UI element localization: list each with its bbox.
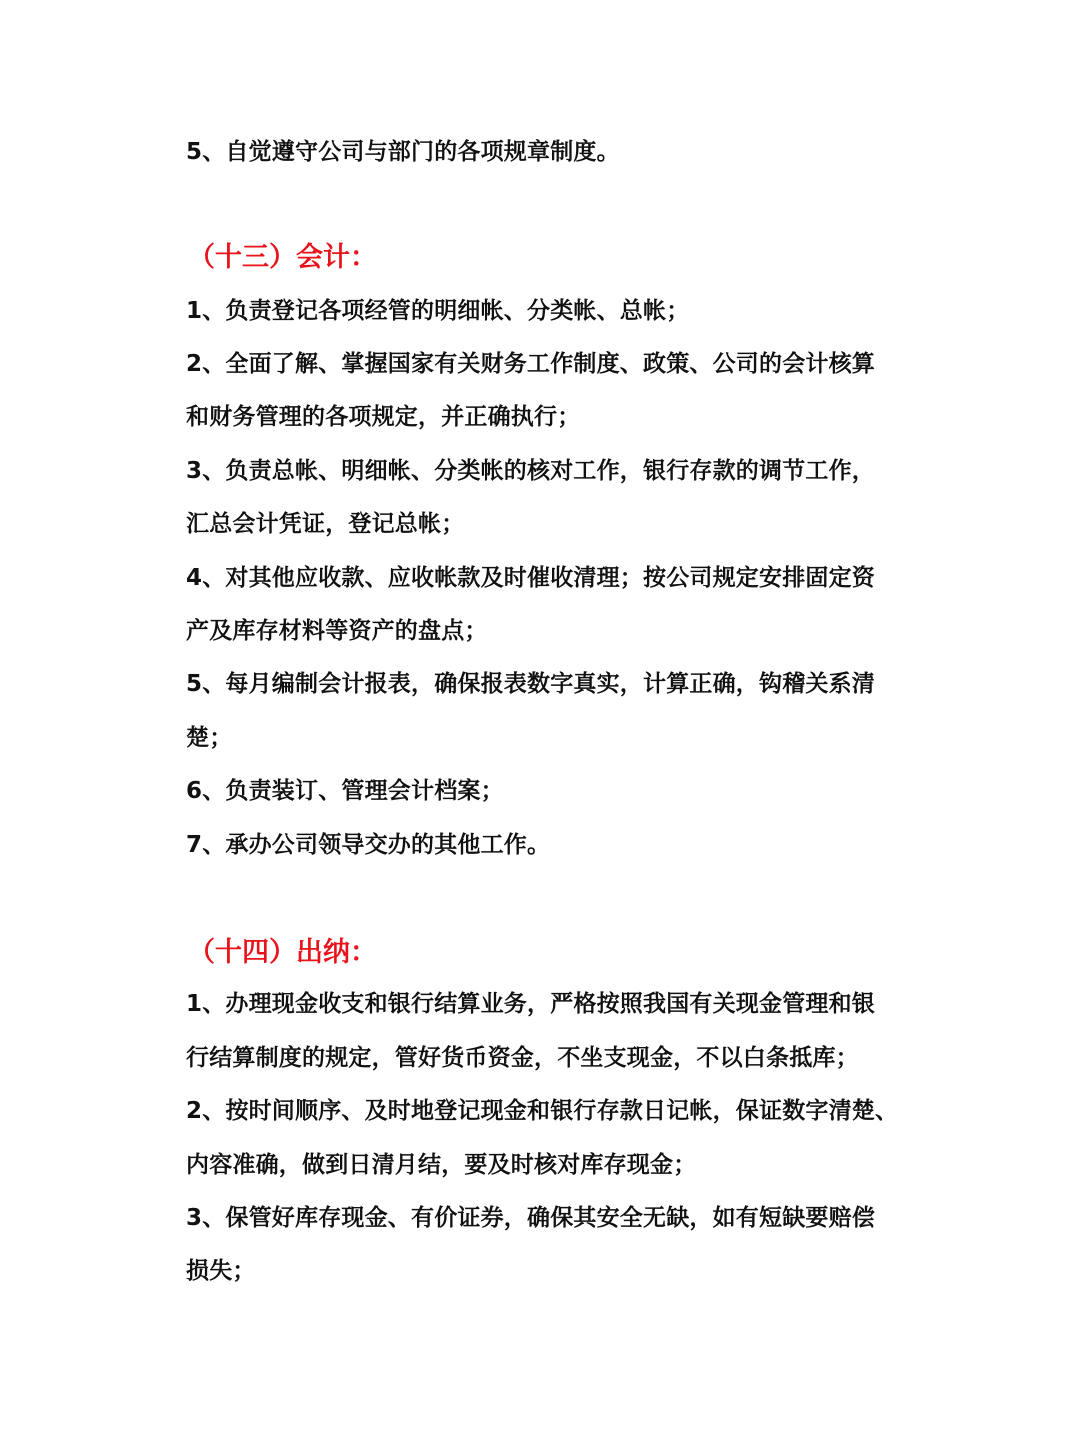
section-13-line: 产及库存材料等资产的盘点； [186,618,488,644]
section-14-line: 损失； [186,1258,256,1284]
section-13-heading: （十三）会计： [188,242,377,273]
section-14-line: 内容准确，做到日清月结，要及时核对库存现金； [186,1152,697,1178]
section-13-line: 2、全面了解、掌握国家有关财务工作制度、政策、公司的会计核算 [186,351,876,377]
section-13-line: 楚； [186,725,233,751]
section-14-line: 1、办理现金收支和银行结算业务，严格按照我国有关现金管理和银 [186,991,876,1017]
section-13-line: 6、负责装订、管理会计档案； [186,778,504,804]
section-14-heading: （十四）出纳： [188,937,377,968]
section-13-line: 和财务管理的各项规定，并正确执行； [186,404,581,430]
section-13-line: 1、负责登记各项经管的明细帐、分类帐、总帐； [186,298,690,324]
section-13-line: 汇总会计凭证，登记总帐； [186,511,465,537]
section-13-line: 4、对其他应收款、应收帐款及时催收清理；按公司规定安排固定资 [186,565,876,591]
section-13-line: 5、每月编制会计报表，确保报表数字真实，计算正确，钩稽关系清 [186,671,876,697]
section-14-line: 2、按时间顺序、及时地登记现金和银行存款日记帐，保证数字清楚、 [186,1098,899,1124]
section-14-line: 行结算制度的规定，管好货币资金，不坐支现金，不以白条抵库； [186,1045,859,1071]
section-13-line: 3、负责总帐、明细帐、分类帐的核对工作，银行存款的调节工作， [186,458,876,484]
section-13-line: 7、承办公司领导交办的其他工作。 [186,832,551,858]
section-14-line: 3、保管好库存现金、有价证券，确保其安全无缺，如有短缺要赔偿 [186,1205,876,1231]
intro-item-5: 5、自觉遵守公司与部门的各项规章制度。 [186,139,620,165]
